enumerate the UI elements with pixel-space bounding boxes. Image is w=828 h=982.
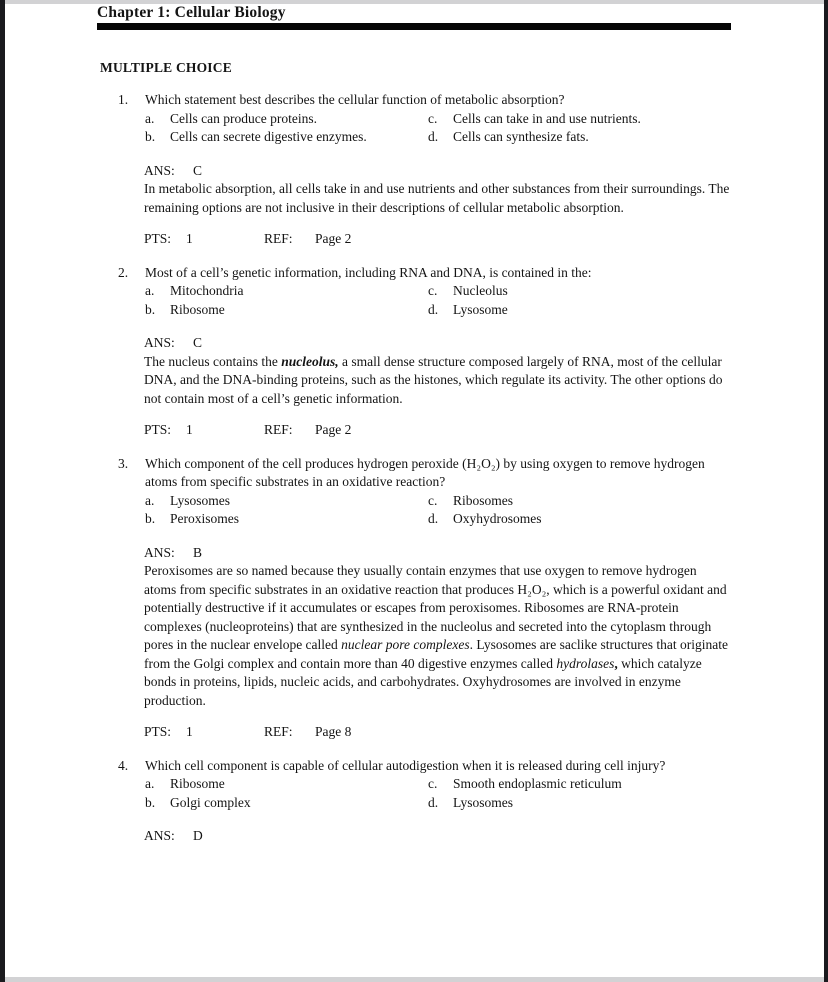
answer-explanation: [144, 353, 731, 409]
option-text: Golgi complex: [170, 794, 251, 810]
option-text: Lysosomes: [170, 492, 231, 508]
option-a: [145, 110, 428, 129]
ref-label: REF:: [264, 231, 293, 246]
question-text: Which statement best describes the cellular function of metabolic absorption?: [145, 92, 565, 107]
option-c: [428, 492, 731, 511]
explanation-text: . Lysosomes are saclike structures that originate from the Golgi complex and contain more than 40 digestive enzymes called: [144, 637, 728, 671]
option-text: Oxyhydrosomes: [453, 511, 542, 526]
option-text: Nucleolus: [453, 283, 508, 298]
explanation-term: hydrolases: [556, 655, 615, 671]
chapter-title: Chapter 1: Cellular Biology: [97, 4, 286, 21]
option-letter: a.: [145, 776, 155, 791]
option-b: [145, 128, 428, 147]
explanation-punct: ,: [614, 655, 618, 671]
scan-edge-left: [0, 0, 5, 982]
options-row: [145, 282, 731, 301]
option-letter: a.: [145, 110, 155, 126]
ref-label: REF:: [264, 724, 293, 739]
explanation-text: which catalyze bonds in proteins, lipids, nucleic acids, and carbohydrates. Oxyhydrosomes are involved in enzyme production.: [144, 655, 702, 708]
option-text: Mitochondria: [170, 283, 244, 298]
option-d: [428, 301, 731, 320]
scan-edge-top: [0, 0, 828, 4]
answer-explanation: [144, 562, 731, 710]
ref-value: Page 2: [315, 231, 352, 246]
ref-value: Page 2: [315, 422, 352, 437]
options-row: [145, 301, 731, 320]
option-text: Ribosome: [170, 776, 225, 791]
explanation-text: The nucleus contains the: [144, 353, 282, 369]
option-text: Ribosomes: [453, 492, 514, 508]
option-letter: b.: [145, 511, 156, 526]
ref-value: Page 8: [315, 724, 352, 739]
option-a: [145, 775, 428, 794]
answer-line: [144, 334, 731, 353]
option-d: [428, 794, 731, 813]
options-row: [145, 510, 731, 529]
question-3: [97, 455, 731, 742]
option-letter: b.: [145, 301, 156, 317]
question-row: [118, 757, 731, 776]
answer-value: B: [193, 544, 203, 560]
question-1: [97, 91, 731, 249]
option-letter: c.: [428, 776, 438, 791]
option-letter: a.: [145, 492, 155, 508]
explanation-term: nucleolus,: [281, 353, 339, 369]
options-row: [145, 128, 731, 147]
option-a: [145, 492, 428, 511]
answer-value: C: [193, 162, 203, 178]
title-rule: [97, 23, 731, 30]
answer-line: [144, 162, 731, 181]
answer-value: C: [193, 335, 203, 350]
options-row: [145, 110, 731, 129]
option-b: [145, 794, 428, 813]
options-row: [145, 492, 731, 511]
option-text: Cells can produce proteins.: [170, 110, 317, 126]
option-letter: c.: [428, 283, 438, 298]
option-text: Cells can secrete digestive enzymes.: [170, 129, 367, 144]
explanation-text: In metabolic absorption, all cells take in and use nutrients and other substances from their surroundings. The remaining options are not inclusive in their descriptions of cellular metabolic absorption.: [144, 181, 730, 215]
pts-ref-line: [144, 230, 731, 249]
option-b: [145, 510, 428, 529]
option-letter: d.: [428, 301, 439, 317]
question-number: 2.: [118, 264, 129, 280]
answer-label: ANS:: [144, 544, 175, 560]
question-number: 3.: [118, 455, 129, 471]
option-c: [428, 110, 731, 129]
option-d: [428, 128, 731, 147]
option-text: Cells can synthesize fats.: [453, 129, 589, 144]
explanation-text: Peroxisomes are so named because they usually contain enzymes that use oxygen to remove hydrogen atoms from specific substrates in an oxidative reaction that produces H₂O₂, which is a powerful oxidant and potentially destructive if it accumulates or escapes from peroxisomes. Ribosomes are RNA-protein complexes (nucleoproteins) that are synthesized in the nucleolus and secreted into the cytoplasm through pores in the nuclear envelope called: [144, 563, 727, 652]
question-row: [118, 91, 731, 110]
explanation-text: a small dense structure composed largely of RNA, most of the cellular DNA, and the DNA-binding proteins, such as the histones, which regulate its activity. The other options do not contain most of a cell’s genetic information.: [144, 353, 723, 406]
question-2: [97, 264, 731, 440]
question-number: 4.: [118, 757, 129, 773]
pts-value: 1: [186, 724, 193, 739]
option-b: [145, 301, 428, 320]
answer-value: D: [193, 828, 203, 843]
option-letter: c.: [428, 492, 438, 508]
option-text: Lysosomes: [453, 794, 514, 810]
option-c: [428, 282, 731, 301]
explanation-term: nuclear pore complexes: [341, 637, 470, 652]
option-letter: d.: [428, 794, 439, 810]
section-heading: MULTIPLE CHOICE: [100, 60, 232, 75]
answer-line: [144, 544, 731, 563]
question-text: Most of a cell’s genetic information, including RNA and DNA, is contained in the:: [145, 264, 592, 280]
option-letter: a.: [145, 283, 155, 298]
question-text: Which cell component is capable of cellular autodigestion when it is released during cell injury?: [145, 757, 666, 773]
option-c: [428, 775, 731, 794]
question-number: 1.: [118, 92, 129, 107]
question-row: [118, 455, 731, 492]
scan-edge-bottom: [0, 977, 828, 982]
answer-label: ANS:: [144, 162, 175, 178]
pts-label: PTS:: [144, 724, 172, 739]
answer-explanation: [144, 180, 731, 217]
pts-ref-line: [144, 421, 731, 440]
option-letter: c.: [428, 110, 438, 126]
option-text: Cells can take in and use nutrients.: [453, 110, 641, 126]
document-content: [97, 3, 731, 846]
answer-label: ANS:: [144, 335, 175, 350]
options-row: [145, 794, 731, 813]
pts-label: PTS:: [144, 231, 172, 246]
option-text: Ribosome: [170, 301, 225, 317]
pts-value: 1: [186, 422, 193, 437]
pts-ref-line: [144, 723, 731, 742]
option-d: [428, 510, 731, 529]
question-text: Which component of the cell produces hydrogen peroxide (H₂O₂) by using oxygen to remove hydrogen atoms from specific substrates in an oxidative reaction?: [145, 455, 705, 489]
pts-label: PTS:: [144, 422, 172, 437]
option-letter: d.: [428, 129, 439, 144]
option-letter: b.: [145, 794, 156, 810]
options-row: [145, 775, 731, 794]
option-text: Smooth endoplasmic reticulum: [453, 776, 622, 791]
option-letter: b.: [145, 129, 156, 144]
option-text: Peroxisomes: [170, 511, 239, 526]
ref-label: REF:: [264, 422, 293, 437]
scan-edge-right: [824, 0, 828, 982]
option-text: Lysosome: [453, 301, 508, 317]
answer-label: ANS:: [144, 828, 175, 843]
question-row: [118, 264, 731, 283]
answer-line: [144, 827, 731, 846]
question-4: [97, 757, 731, 846]
pts-value: 1: [186, 231, 193, 246]
option-a: [145, 282, 428, 301]
option-letter: d.: [428, 511, 439, 526]
